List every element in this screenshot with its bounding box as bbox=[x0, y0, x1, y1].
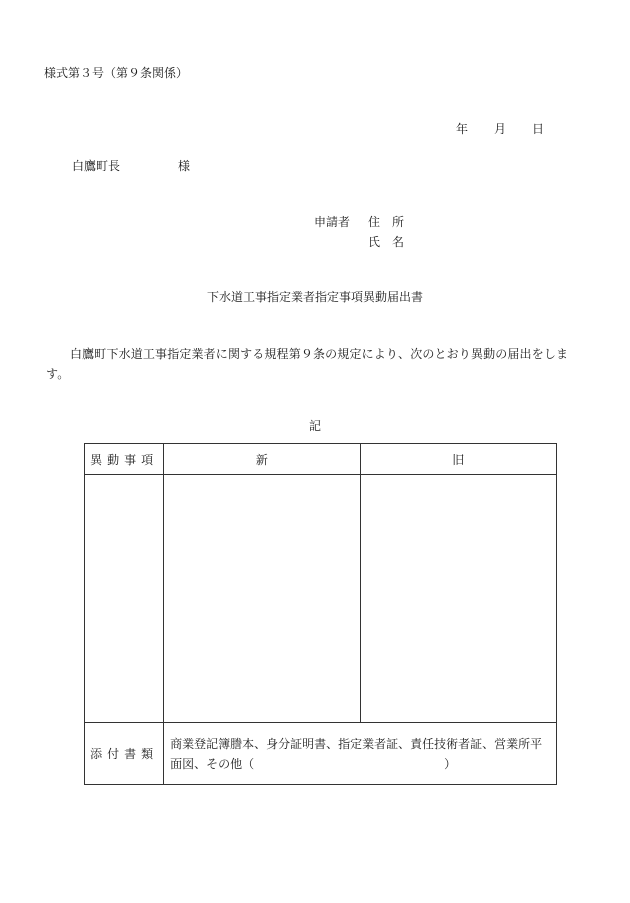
form-number: 様式第３号（第９条関係） bbox=[44, 66, 189, 80]
date-month: 月 bbox=[494, 122, 507, 136]
ki-heading: 記 bbox=[308, 419, 321, 433]
applicant-address-label: 住 所 bbox=[368, 215, 405, 229]
applicant-label: 申請者 bbox=[314, 215, 351, 229]
body-text: 白鷹町下水道工事指定業者に関する規程第９条の規定により、次のとおり異動の届出をします。 bbox=[46, 347, 569, 381]
changes-table bbox=[84, 443, 557, 785]
attachments-label: 添付書類 bbox=[85, 723, 164, 785]
date-day: 日 bbox=[532, 122, 545, 136]
applicant-name-label: 氏 名 bbox=[368, 235, 405, 249]
entry-new-cell[interactable] bbox=[164, 475, 360, 723]
recipient bbox=[72, 160, 190, 172]
attachments-content bbox=[164, 723, 557, 785]
document-title: 下水道工事指定業者指定事項異動届出書 bbox=[206, 290, 423, 304]
date-year: 年 bbox=[456, 122, 469, 136]
header-change-item: 異動事項 bbox=[85, 444, 164, 475]
table-header-row bbox=[85, 444, 557, 475]
header-new: 新 bbox=[164, 444, 360, 475]
attachments-text: 商業登記簿謄本、身分証明書、指定業者証、責任技術者証、営業所平面図、その他（ bbox=[170, 736, 543, 771]
applicant-block bbox=[314, 216, 404, 256]
table-entry-row bbox=[85, 475, 557, 723]
header-old: 旧 bbox=[360, 444, 556, 475]
recipient-name: 白鷹町長 bbox=[72, 159, 121, 173]
entry-old-cell[interactable] bbox=[360, 475, 556, 723]
attachments-close: ） bbox=[444, 756, 457, 771]
date-line bbox=[456, 123, 544, 135]
attachments-row bbox=[85, 723, 557, 785]
entry-item-cell[interactable] bbox=[85, 475, 164, 723]
recipient-honorific: 様 bbox=[178, 159, 191, 173]
